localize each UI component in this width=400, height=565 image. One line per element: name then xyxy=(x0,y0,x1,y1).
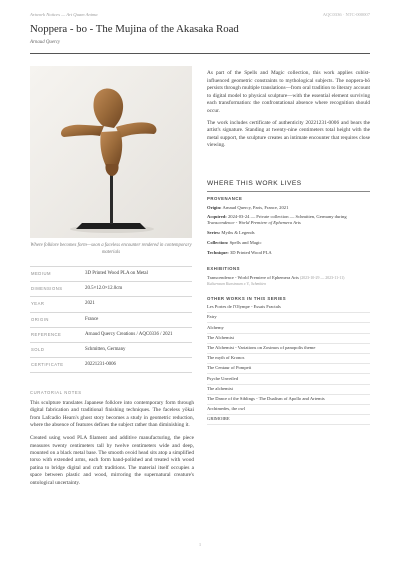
provenance-collection xyxy=(207,240,370,246)
spec-key: SOLD xyxy=(31,347,45,353)
artist-name: Arnaud Quercy xyxy=(30,40,61,45)
spec-row-certificate xyxy=(30,357,192,373)
other-work-link[interactable]: The alchemist xyxy=(207,385,370,395)
intro-text xyxy=(207,70,370,154)
other-works-section xyxy=(207,296,370,425)
exhibition-dates: (2023-10-29 — 2023-11-11) xyxy=(299,275,345,280)
acquired-event: Transcendence - World Premiere of Ephemera Arts xyxy=(207,220,301,226)
other-work-link[interactable]: The Dance of the Siblings - The Dualism of Apollo and Artemis xyxy=(207,395,370,405)
spec-row-dimensions xyxy=(30,281,192,296)
intro-paragraph: As part of the Spells and Magic collection, this work applies cubist-influenced geometric constraints to mythological subjects. The noppera-bō persists through multiple translations—from oral tradition to literary account to digital model to physical sculpture—with the essential element surviving each transformation: the confrontational absence where recognition should occur. xyxy=(207,70,370,114)
curatorial-heading: CURATORIAL NOTES xyxy=(30,390,82,395)
other-work-link[interactable]: Archimedes, the owl xyxy=(207,405,370,415)
other-work-link[interactable]: GRIMOIRE xyxy=(207,415,370,425)
origin-label: Origin: xyxy=(207,204,222,210)
spec-row-medium xyxy=(30,266,192,281)
provenance-acquired xyxy=(207,214,370,226)
exhibitions-heading: EXHIBITIONS xyxy=(207,266,240,271)
acquired-value: 2024-03-24 — Private collection — Schmitten, Germany during xyxy=(227,214,347,220)
spec-key: CERTIFICATE xyxy=(31,362,64,368)
spec-value: 20221231-0006 xyxy=(85,362,116,368)
provenance-technique xyxy=(207,250,370,256)
acquired-label: Acquired: xyxy=(207,214,227,220)
spec-table xyxy=(30,266,192,373)
spec-row-year xyxy=(30,296,192,311)
series-link[interactable]: Myths & Legends xyxy=(221,230,255,236)
curatorial-paragraph: This sculpture translates Japanese folklore into contemporary form through digital fabrication and traditional finishing techniques. The faceless yōkai from Lafcadio Hearn's ghost story becomes a study in geometric reduction, where the absence of features defines the subject rather than diminishing it. xyxy=(30,400,194,429)
spec-value: Schmitten, Germany xyxy=(85,347,126,353)
technique-link[interactable]: 3D Printed Wood PLA xyxy=(229,249,272,255)
other-work-link[interactable]: Alchemy xyxy=(207,323,370,333)
other-work-link[interactable]: The Alchemist xyxy=(207,334,370,344)
spec-row-sold xyxy=(30,342,192,357)
spec-key: YEAR xyxy=(31,301,45,307)
exhibitions-section xyxy=(207,266,370,288)
spec-value: 3D Printed Wood PLA on Metal xyxy=(85,271,148,276)
provenance-section xyxy=(207,196,370,256)
sculpture-illustration xyxy=(30,66,192,238)
spec-value: 20.5×12.0×12.0cm xyxy=(85,286,123,292)
photo-caption: Where folklore becomes form—soon a faceless encounter rendered in contemporary materials xyxy=(30,243,192,255)
curatorial-notes xyxy=(30,400,194,492)
other-work-link[interactable]: The Centaur of Pompeii xyxy=(207,364,370,374)
provenance-heading: PROVENANCE xyxy=(207,196,243,201)
provenance-origin xyxy=(207,205,370,211)
provenance-series xyxy=(207,230,370,236)
other-works-heading: OTHER WORKS IN THIS SERIES xyxy=(207,296,287,301)
other-work-link[interactable]: The Alchemist - Variations on Zosimos of panopolis theme xyxy=(207,344,370,354)
title-divider xyxy=(30,53,370,54)
curatorial-paragraph: Created using wood PLA filament and additive manufacturing, the piece measures twenty centimeters tall by twelve centimeters wide and deep, mounted on a black metal base. The smooth ovoid head sits atop a simplified torso with extended arms, each form hand-polished and treated with wood patina to bridge digital and craft traditions. The material itself occupies a space between plastic and wood, mirroring the supernatural creature's ontological uncertainty. xyxy=(30,435,194,486)
collection-link[interactable]: Spells and Magic xyxy=(229,239,262,245)
exhibition-entry xyxy=(207,275,370,288)
exhibition-venue: Kulturraum Kunstraum e.V., Schmitten xyxy=(207,282,266,287)
page-number: 1 xyxy=(198,542,202,547)
other-works-list xyxy=(207,303,370,425)
collection-label: Collection: xyxy=(207,239,229,245)
other-work-link[interactable]: Fairy xyxy=(207,313,370,323)
spec-value: France xyxy=(85,316,99,322)
exhibition-link[interactable]: Transcendence - World Premiere of Ephemera Arts xyxy=(207,274,299,280)
spec-key: DIMENSIONS xyxy=(31,286,63,292)
series-label: Series: xyxy=(207,230,221,236)
other-work-link[interactable]: Psyche Unveiled xyxy=(207,374,370,384)
spec-key: REFERENCE xyxy=(31,331,62,337)
spec-value: 2021 xyxy=(85,301,95,307)
artwork-title: Noppera - bo - The Mujina of the Akasaka Road xyxy=(30,23,239,35)
spec-key: MEDIUM xyxy=(31,271,51,276)
spec-value: Arnaud Quercy Creations / AQC0336 / 2021 xyxy=(85,331,173,337)
spec-row-origin xyxy=(30,312,192,327)
reference-code: AQC0336 · NTC-000007 xyxy=(322,12,370,17)
spec-key: ORIGIN xyxy=(31,316,49,322)
artwork-photo xyxy=(30,66,192,238)
origin-value: Arnaud Quercy, Paris, France, 2021 xyxy=(222,204,289,210)
other-work-link[interactable]: Les Portes de l'Olympe - Essais Fractals xyxy=(207,303,370,313)
intro-paragraph: The work includes certificate of authenticity 20221231-0006 and bears the artist's signature. Standing at twenty-nine centimeters total height with the metal support, the sculpture creates an intimate encounter that requires close viewing. xyxy=(207,119,370,149)
technique-label: Technique: xyxy=(207,249,229,255)
other-work-link[interactable]: The myth of Kronos xyxy=(207,354,370,364)
where-work-lives-heading: WHERE THIS WORK LIVES xyxy=(207,180,370,192)
top-meta-bar xyxy=(30,12,370,17)
series-name: Artwork Notices — Art Quam Anima xyxy=(30,12,98,17)
spec-row-reference xyxy=(30,327,192,342)
